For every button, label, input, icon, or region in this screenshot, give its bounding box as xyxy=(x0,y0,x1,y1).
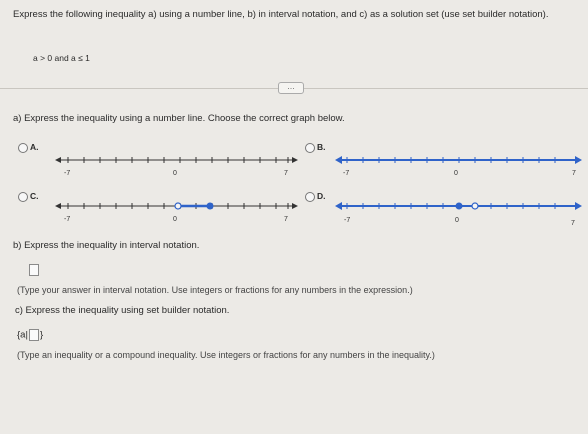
part-c-hint: (Type an inequality or a compound inequality. Use integers or fractions for any numbers in the inequality.) xyxy=(17,350,435,360)
option-b-number-line xyxy=(335,148,585,178)
option-c-label: C. xyxy=(30,191,39,201)
option-d-tick-max: 7 xyxy=(571,220,575,227)
option-d-radio[interactable] xyxy=(305,192,315,202)
interval-answer-input[interactable] xyxy=(29,264,39,276)
option-b-tick-zero: 0 xyxy=(454,170,458,177)
set-close: } xyxy=(39,329,44,341)
set-builder-expression xyxy=(17,329,43,341)
option-b-tick-min: -7 xyxy=(343,170,350,177)
option-d-label: D. xyxy=(317,191,326,201)
set-open: {a| xyxy=(17,329,28,341)
option-b-tick-max: 7 xyxy=(572,170,576,177)
option-c-radio[interactable] xyxy=(18,192,28,202)
option-a-tick-max: 7 xyxy=(284,170,288,177)
option-c-tick-zero: 0 xyxy=(173,216,177,223)
more-button[interactable]: … xyxy=(278,82,304,94)
part-b-question: b) Express the inequality in interval notation. xyxy=(13,240,200,251)
set-builder-answer-input[interactable] xyxy=(29,329,39,341)
option-a-radio[interactable] xyxy=(18,143,28,153)
option-b-label: B. xyxy=(317,142,326,152)
option-c-number-line xyxy=(55,196,301,226)
option-a-tick-zero: 0 xyxy=(173,170,177,177)
option-d-tick-zero: 0 xyxy=(455,217,459,224)
part-b-hint: (Type your answer in interval notation. Use integers or fractions for any numbers in the expression.) xyxy=(17,285,413,295)
option-d-tick-min: -7 xyxy=(344,217,351,224)
option-a-label: A. xyxy=(30,142,39,152)
part-a-question: a) Express the inequality using a number line. Choose the correct graph below. xyxy=(13,113,345,124)
option-b-radio[interactable] xyxy=(305,143,315,153)
option-d-number-line xyxy=(335,196,585,228)
inequality-condition: a > 0 and a ≤ 1 xyxy=(33,53,90,63)
problem-prompt: Express the following inequality a) using a number line, b) in interval notation, and c) as a solution set (use set builder notation). xyxy=(13,9,549,20)
option-a-tick-min: -7 xyxy=(64,170,71,177)
option-a-number-line xyxy=(55,150,301,180)
option-c-tick-min: -7 xyxy=(64,216,71,223)
option-c-tick-max: 7 xyxy=(284,216,288,223)
part-c-question: c) Express the inequality using set builder notation. xyxy=(15,305,230,316)
